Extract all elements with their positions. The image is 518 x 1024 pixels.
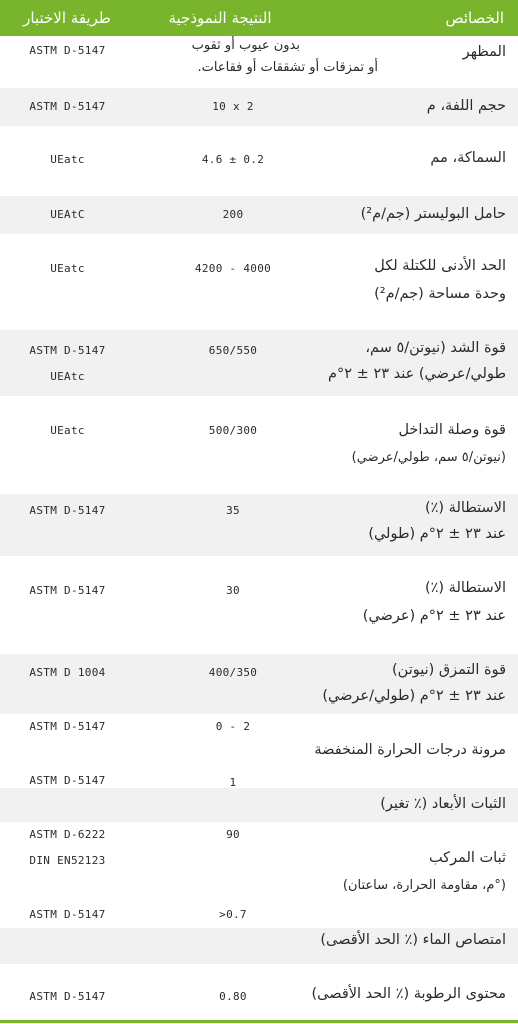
property-cell: قوة وصلة التداخل	[398, 422, 506, 438]
result-cell: 0 - 2	[215, 720, 251, 733]
table-row	[0, 330, 518, 396]
result-cell: 4200 - 4000	[194, 262, 272, 275]
result-cell: 0.80	[219, 990, 247, 1003]
method-cell: UEatc	[50, 424, 85, 437]
result-cell: 200	[222, 208, 244, 221]
result-cell: 1	[229, 776, 237, 789]
table-row	[0, 908, 518, 964]
method-cell: ASTM D-5147	[29, 774, 106, 787]
table-bottom-border	[0, 1020, 518, 1023]
property-cell: حامل البوليستر (جم/م²)	[360, 206, 506, 222]
result-cell: 400/350	[208, 666, 258, 679]
property-cell-line2: طولي/عرضي) عند ٢٣ ± ٢°م	[328, 366, 506, 382]
result-cell: 650/550	[208, 344, 258, 357]
table-row	[0, 556, 518, 654]
result-cell-line2: أو تمزقات أو تشققات أو فقاعات.	[197, 60, 378, 75]
table-row	[0, 234, 518, 330]
table-row	[0, 964, 518, 1020]
method-cell-line2: DIN EN52123	[29, 854, 106, 867]
result-cell: 30	[226, 584, 240, 597]
property-cell-line2: وحدة مساحة (جم/م²)	[374, 286, 506, 302]
property-cell-line2: عند ٢٣ ± ٢°م (طولي)	[368, 526, 506, 542]
table-row	[0, 654, 518, 714]
result-cell: 4.6 ± 0.2	[201, 153, 265, 166]
property-cell: الحد الأدنى للكتلة لكل	[374, 258, 506, 274]
result-cell: 90	[226, 828, 240, 841]
method-cell: ASTM D-5147	[29, 584, 106, 597]
method-cell: ASTM D-5147	[29, 720, 106, 733]
property-cell: مرونة درجات الحرارة المنخفضة	[314, 742, 506, 758]
method-cell: ASTM D-6222	[29, 828, 106, 841]
table-row	[0, 36, 518, 88]
method-cell: ASTM D-5147	[29, 504, 106, 517]
method-cell: ASTM D-5147	[29, 990, 106, 1003]
table-row	[0, 88, 518, 126]
header-result: النتيجة النموذجية	[168, 9, 272, 27]
property-cell: السماكة، مم	[430, 150, 506, 166]
header-property: الخصائص	[445, 9, 504, 27]
table-row	[0, 396, 518, 494]
result-cell: >0.7	[219, 908, 247, 921]
method-cell: ASTM D 1004	[29, 666, 106, 679]
result-cell: 10 x 2	[212, 100, 254, 113]
method-cell: ASTM D-5147	[29, 344, 106, 357]
property-cell: محتوى الرطوبة (٪ الحد الأقصى)	[311, 986, 506, 1002]
property-cell: الاستطالة (٪)	[424, 580, 506, 596]
method-cell: ASTM D-5147	[29, 908, 106, 921]
property-cell-line2: (°م، مقاومة الحرارة، ساعتان)	[342, 878, 506, 893]
property-cell: ثبات المركب	[428, 850, 506, 866]
method-cell-line2: UEAtc	[50, 370, 85, 383]
property-cell: حجم اللفة، م	[426, 98, 506, 114]
result-cell: بدون عيوب أو ثقوب	[191, 38, 300, 53]
method-cell: UEatc	[50, 153, 85, 166]
property-cell: امتصاص الماء (٪ الحد الأقصى)	[320, 932, 506, 948]
property-cell: الثبات الأبعاد (٪ تغير)	[380, 796, 506, 812]
method-cell: UEAtC	[50, 208, 85, 221]
table-row	[0, 196, 518, 234]
result-cell: 500/300	[208, 424, 258, 437]
property-cell: المظهر	[462, 44, 506, 60]
table-row	[0, 126, 518, 196]
method-cell: ASTM D-5147	[29, 100, 106, 113]
method-cell: ASTM D-5147	[29, 44, 106, 57]
property-cell-line2: (نيوتن/٥ سم، طولي/عرضي)	[351, 450, 506, 465]
property-cell: الاستطالة (٪)	[424, 500, 506, 516]
table-header	[0, 0, 518, 36]
result-cell: 35	[226, 504, 240, 517]
method-cell: UEatc	[50, 262, 85, 275]
property-cell-line2: عند ٢٣ ± ٢°م (عرضي)	[362, 608, 506, 624]
property-cell: قوة الشد (نيوتن/٥ سم،	[365, 340, 506, 356]
table-row	[0, 774, 518, 822]
table-row	[0, 494, 518, 556]
property-cell-line2: عند ٢٣ ± ٢°م (طولي/عرضي)	[322, 688, 506, 704]
property-cell: قوة التمزق (نيوتن)	[392, 662, 506, 678]
header-method: طريقة الاختبار	[23, 9, 111, 27]
